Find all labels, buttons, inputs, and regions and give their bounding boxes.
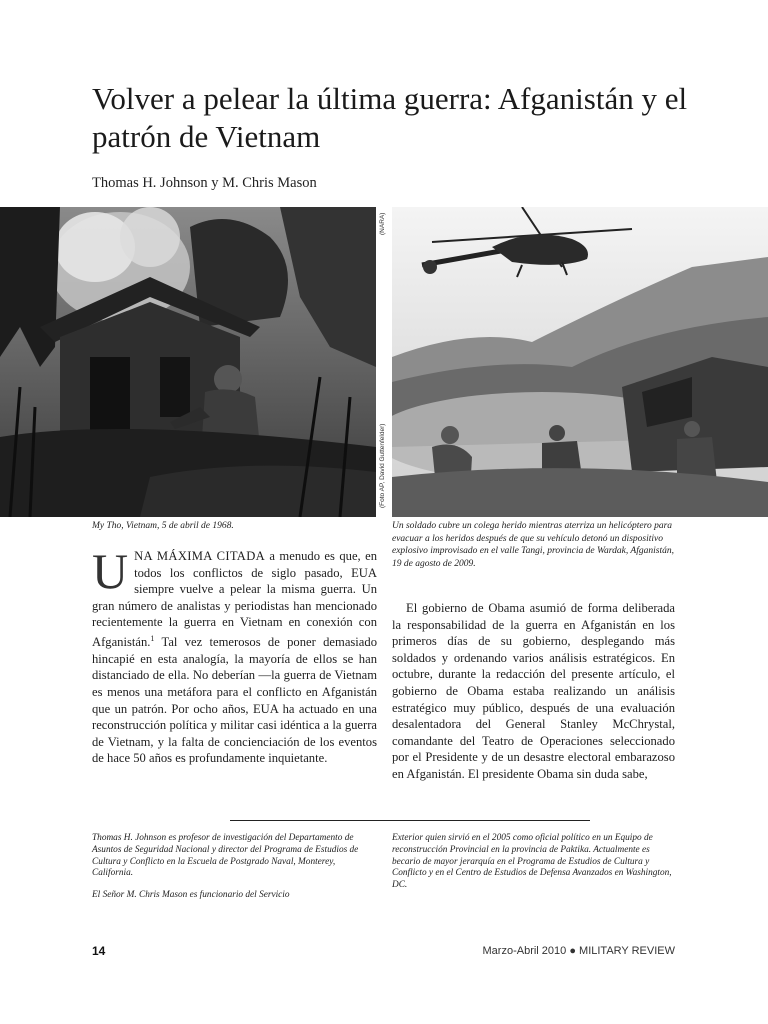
photo-credit-nara: (NARA) [379, 212, 386, 235]
author-notes-left [92, 833, 372, 912]
right-photo-caption: Un soldado cubre un colega herido mientras aterriza un helicóptero para evacuar a los heridos después de que su vehículo detonó un dispositivo explosivo improvisado en el valle Tangi, provincia de Wardak, Afganistán, 19 de agosto de 2009. [392, 521, 674, 569]
notes-divider [230, 820, 590, 821]
page-number: 14 [92, 944, 106, 958]
drop-cap: U [92, 543, 129, 599]
author-notes-right [392, 833, 675, 902]
article-title: Volver a pelear la última guerra: Afganistán y el patrón de Vietnam [92, 81, 688, 154]
body-column-left [92, 543, 377, 767]
lead-in: NA MÁXIMA CITADA [134, 549, 265, 563]
author-note-johnson: Thomas H. Johnson es profesor de investigación del Departamento de Asuntos de Seguridad Nacional y director del Programa de Estudios de Cultura y Conflicto en la Escuela de Postgrado Naval, Monterey, California. [92, 833, 359, 879]
footnote-ref: 1 [150, 633, 155, 643]
article-authors: Thomas H. Johnson y M. Chris Mason [92, 175, 317, 191]
afghanistan-photo [392, 207, 768, 517]
second-paragraph: El gobierno de Obama asumió de forma deliberada la responsabilidad de la guerra en Afganistán en los primeros días de su gobierno, desplegando más soldados y ordenando varios análisis estratégicos. En octubre, durante la redacción del presente artículo, el gobierno de Obama estaba realizando un análisis estratégico muy público, después de una evaluación desalentadora del General Stanley McChrystal, comandante del Teatro de Operaciones seleccionado por el Presidente y de un desastre electoral embarazoso en Afganistán. El presidente Obama sin duda sabe, [392, 601, 675, 781]
body-column-right [392, 600, 675, 783]
opening-text: a menudo es que, en todos los conflictos de siglo pasado, EUA siempre vuelve a pelear la misma guerra. Un gran número de analistas y periodistas han mencionado recientemente la guerra en Vietnam en conexión con Afganistán. [92, 549, 377, 650]
author-note-mason-continued: Exterior quien sirvió en el 2005 como oficial político en un Equipo de reconstrucción Provincial en la provincia de Paktika. Actualmente es becario de mayor jerarquía en el Programa de Estudios de Cultura y Conflicto y en el Centro de Estudios de Defensa Avanzados en Washington, DC. [392, 833, 672, 891]
vietnam-photo [0, 207, 376, 517]
journal-footer: Marzo-Abril 2010 ● MILITARY REVIEW [482, 945, 675, 957]
opening-paragraph [92, 543, 377, 767]
left-photo-caption: My Tho, Vietnam, 5 de abril de 1968. [92, 521, 234, 531]
photo-credit-ap: (Foto AP, David Guttenfelder) [379, 423, 386, 508]
opening-text-continued: Tal vez temerosos de poner demasiado hincapié en esta analogía, la mayoría de ellos se han distanciado de ella. No deberían —la guerra de Vietnam es menos una metáfora para el conflicto en Afganistán que un patrón. Por ocho años, EUA ha actuado en una reconstrucción política y militar casi idéntica a la guerra de Vietnam, y la falta de concienciación de los eventos de hace 50 años es profundamente inquietante. [92, 635, 377, 766]
author-note-mason: El Señor M. Chris Mason es funcionario del Servicio [92, 890, 290, 901]
